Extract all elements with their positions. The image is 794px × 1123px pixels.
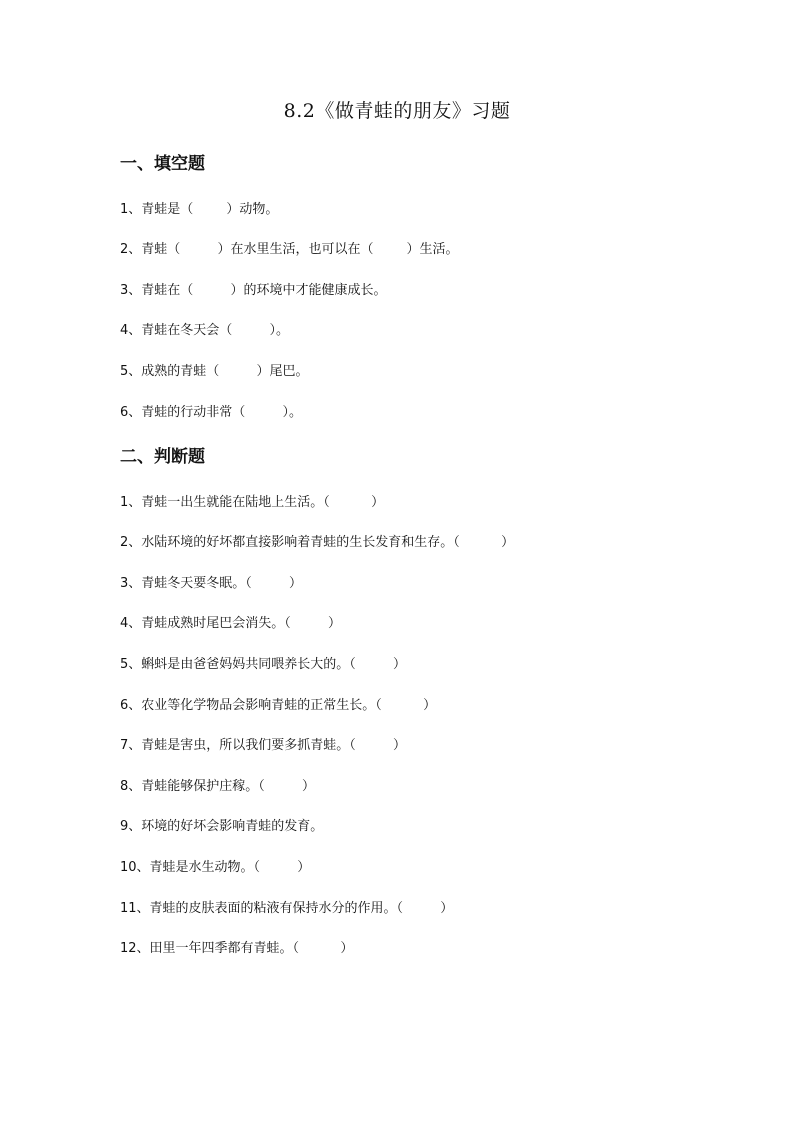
true-false-question-8: 8、青蛙能够保护庄稼。（ ） [120, 779, 315, 794]
fill-in-question-1: 1、青蛙是（ ）动物。 [120, 202, 279, 217]
section-heading-true-false: 二、判断题 [120, 447, 205, 467]
true-false-question-12: 12、田里一年四季都有青蛙。（ ） [120, 941, 354, 956]
true-false-question-7: 7、青蛙是害虫，所以我们要多抓青蛙。（ ） [120, 738, 406, 753]
fill-in-question-2: 2、青蛙（ ）在水里生活，也可以在（ ）生活。 [120, 242, 459, 257]
true-false-question-6: 6、农业等化学物品会影响青蛙的正常生长。（ ） [120, 698, 437, 713]
fill-in-question-4: 4、青蛙在冬天会（ ）。 [120, 323, 289, 338]
fill-in-question-3: 3、青蛙在（ ）的环境中才能健康成长。 [120, 283, 387, 298]
true-false-question-2: 2、水陆环境的好坏都直接影响着青蛙的生长发育和生存。（ ） [120, 535, 515, 550]
page-title: 8.2《做青蛙的朋友》习题 [283, 100, 511, 122]
fill-in-question-5: 5、成熟的青蛙（ ）尾巴。 [120, 364, 309, 379]
true-false-question-1: 1、青蛙一出生就能在陆地上生活。（ ） [120, 495, 385, 510]
fill-in-question-6: 6、青蛙的行动非常（ ）。 [120, 405, 302, 420]
true-false-question-11: 11、青蛙的皮肤表面的粘液有保持水分的作用。（ ） [120, 901, 454, 916]
true-false-question-9: 9、环境的好坏会影响青蛙的发育。 [120, 819, 324, 834]
true-false-question-5: 5、蝌蚪是由爸爸妈妈共同喂养长大的。（ ） [120, 657, 406, 672]
true-false-question-4: 4、青蛙成熟时尾巴会消失。（ ） [120, 616, 341, 631]
true-false-question-3: 3、青蛙冬天要冬眠。（ ） [120, 576, 302, 591]
section-heading-fill-in: 一、填空题 [120, 154, 205, 174]
true-false-question-10: 10、青蛙是水生动物。（ ） [120, 860, 311, 875]
